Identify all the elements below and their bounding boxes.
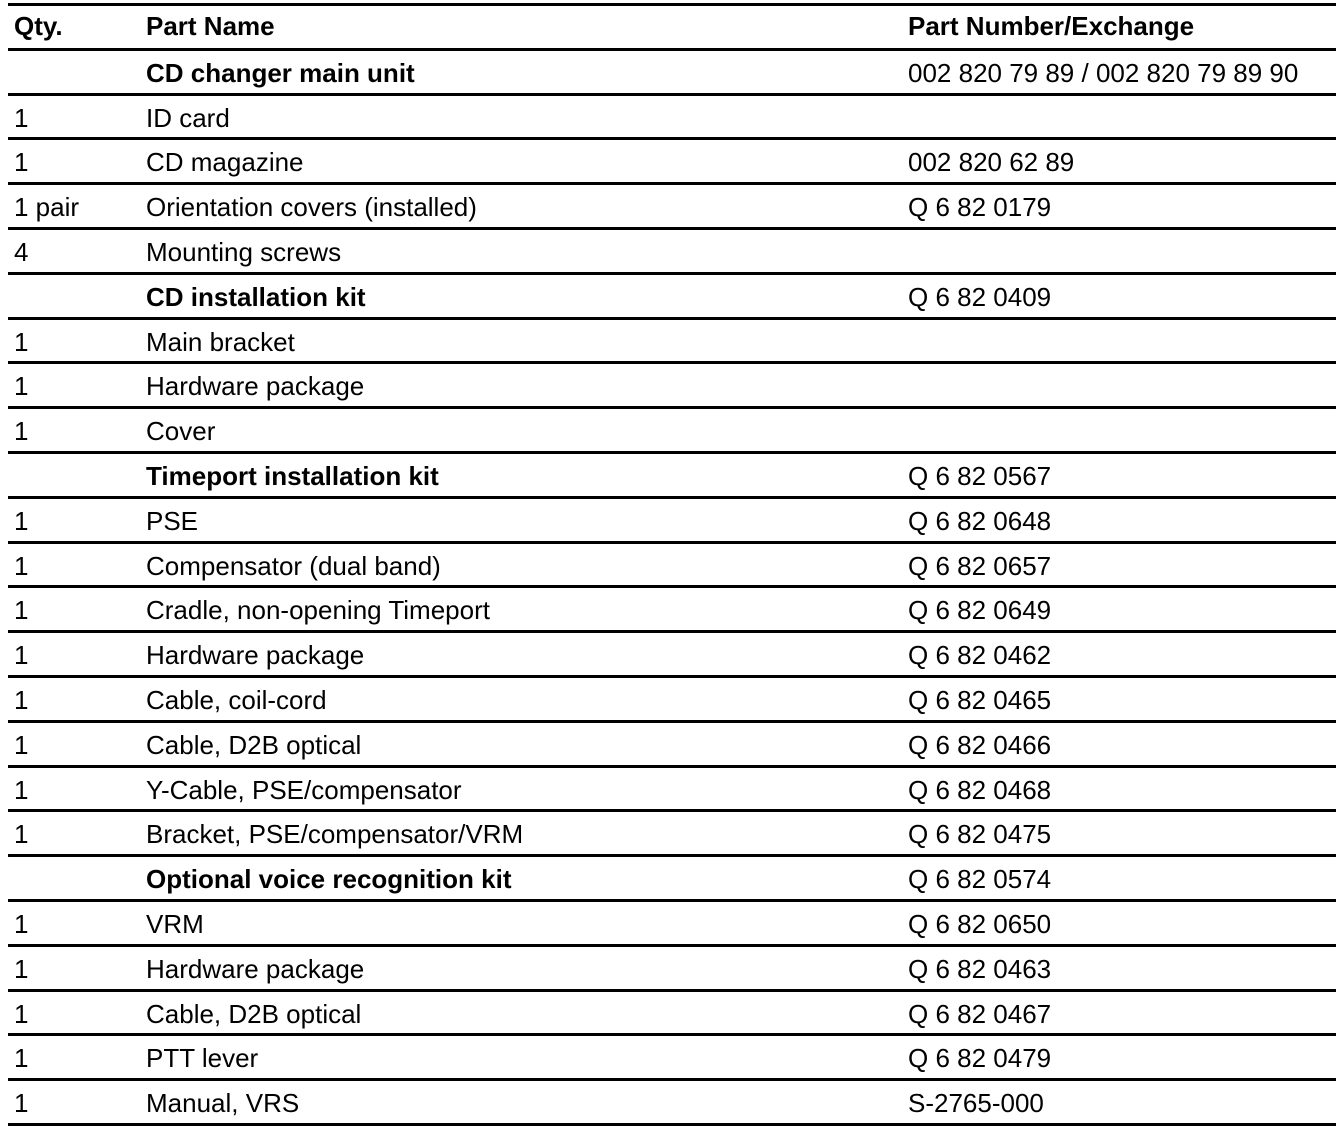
row-qty: 1 <box>14 819 29 850</box>
row-part-number: Q 6 82 0409 <box>908 281 1052 312</box>
row-part-name: CD installation kit <box>146 281 366 312</box>
table-row <box>8 409 1336 454</box>
row-part-name: Manual, VRS <box>146 1088 300 1119</box>
row-part-name: Cable, D2B optical <box>146 998 362 1029</box>
row-part-name: Cover <box>146 416 216 447</box>
row-part-number: Q 6 82 0468 <box>908 774 1052 805</box>
row-part-name: Mounting screws <box>146 236 342 267</box>
row-qty: 1 <box>14 729 29 760</box>
row-qty: 1 <box>14 640 29 671</box>
row-part-number: Q 6 82 0567 <box>908 460 1052 491</box>
table-row <box>8 1036 1336 1081</box>
table-section-row <box>8 51 1336 96</box>
table-row <box>8 678 1336 723</box>
row-part-name: CD magazine <box>146 147 304 178</box>
row-part-name: Orientation covers (installed) <box>146 192 477 223</box>
row-qty: 1 <box>14 147 29 178</box>
row-part-number: Q 6 82 0574 <box>908 864 1052 895</box>
table-body <box>8 51 1336 1126</box>
table-row <box>8 185 1336 230</box>
row-part-name: Y-Cable, PSE/compensator <box>146 774 462 805</box>
row-part-number: Q 6 82 0466 <box>908 729 1052 760</box>
row-part-number: Q 6 82 0649 <box>908 595 1052 626</box>
row-qty: 1 <box>14 371 29 402</box>
column-header-part-name: Part Name <box>146 11 275 41</box>
table-header-row <box>8 6 1336 51</box>
row-part-number: Q 6 82 0475 <box>908 819 1052 850</box>
parts-table <box>8 3 1336 1126</box>
table-row <box>8 320 1336 365</box>
table-row <box>8 768 1336 813</box>
row-qty: 1 <box>14 102 29 133</box>
row-part-number: Q 6 82 0657 <box>908 550 1052 581</box>
column-header-part-number: Part Number/Exchange <box>908 11 1195 41</box>
row-part-name: Hardware package <box>146 953 365 984</box>
table-row <box>8 544 1336 589</box>
row-qty: 1 <box>14 326 29 357</box>
table-section-row <box>8 454 1336 499</box>
row-part-name: VRM <box>146 908 204 939</box>
row-qty: 1 <box>14 1088 29 1119</box>
row-part-name: ID card <box>146 102 230 133</box>
row-qty: 1 <box>14 953 29 984</box>
table-row <box>8 588 1336 633</box>
table-row <box>8 499 1336 544</box>
table-section-row <box>8 275 1336 320</box>
row-part-name: PSE <box>146 505 199 536</box>
row-part-name: Hardware package <box>146 371 365 402</box>
table-row <box>8 723 1336 768</box>
row-part-number: 002 820 62 89 <box>908 147 1075 178</box>
table-row <box>8 902 1336 947</box>
row-part-number: Q 6 82 0650 <box>908 908 1052 939</box>
row-part-number: Q 6 82 0648 <box>908 505 1052 536</box>
row-part-number: Q 6 82 0179 <box>908 192 1052 223</box>
row-part-name: Cable, D2B optical <box>146 729 362 760</box>
table-row <box>8 633 1336 678</box>
table-section-row <box>8 857 1336 902</box>
table-row <box>8 230 1336 275</box>
table-row <box>8 992 1336 1037</box>
table-row <box>8 96 1336 141</box>
row-qty: 1 <box>14 998 29 1029</box>
row-part-number: Q 6 82 0479 <box>908 1043 1052 1074</box>
row-part-number: S-2765-000 <box>908 1088 1044 1119</box>
row-qty: 1 <box>14 595 29 626</box>
row-part-number: Q 6 82 0467 <box>908 998 1052 1029</box>
row-qty: 1 pair <box>14 192 80 223</box>
table-row <box>8 1081 1336 1126</box>
row-part-name: Compensator (dual band) <box>146 550 441 581</box>
row-part-name: Optional voice recognition kit <box>146 864 512 895</box>
row-qty: 1 <box>14 505 29 536</box>
column-header-qty: Qty. <box>14 11 63 41</box>
row-qty: 4 <box>14 236 29 267</box>
table-row <box>8 364 1336 409</box>
row-part-name: Timeport installation kit <box>146 460 439 491</box>
row-part-name: PTT lever <box>146 1043 259 1074</box>
row-qty: 1 <box>14 1043 29 1074</box>
row-part-number: Q 6 82 0463 <box>908 953 1052 984</box>
table-row <box>8 140 1336 185</box>
row-part-name: Bracket, PSE/compensator/VRM <box>146 819 524 850</box>
row-part-name: Hardware package <box>146 640 365 671</box>
table-row <box>8 812 1336 857</box>
row-part-name: CD changer main unit <box>146 57 415 88</box>
row-part-number: Q 6 82 0465 <box>908 684 1052 715</box>
row-part-name: Main bracket <box>146 326 295 357</box>
row-part-number: 002 820 79 89 / 002 820 79 89 90 <box>908 57 1299 88</box>
row-part-name: Cable, coil-cord <box>146 684 327 715</box>
row-qty: 1 <box>14 774 29 805</box>
row-qty: 1 <box>14 416 29 447</box>
row-qty: 1 <box>14 550 29 581</box>
row-qty: 1 <box>14 684 29 715</box>
table-row <box>8 947 1336 992</box>
row-part-number: Q 6 82 0462 <box>908 640 1052 671</box>
row-part-name: Cradle, non-opening Timeport <box>146 595 490 626</box>
row-qty: 1 <box>14 908 29 939</box>
